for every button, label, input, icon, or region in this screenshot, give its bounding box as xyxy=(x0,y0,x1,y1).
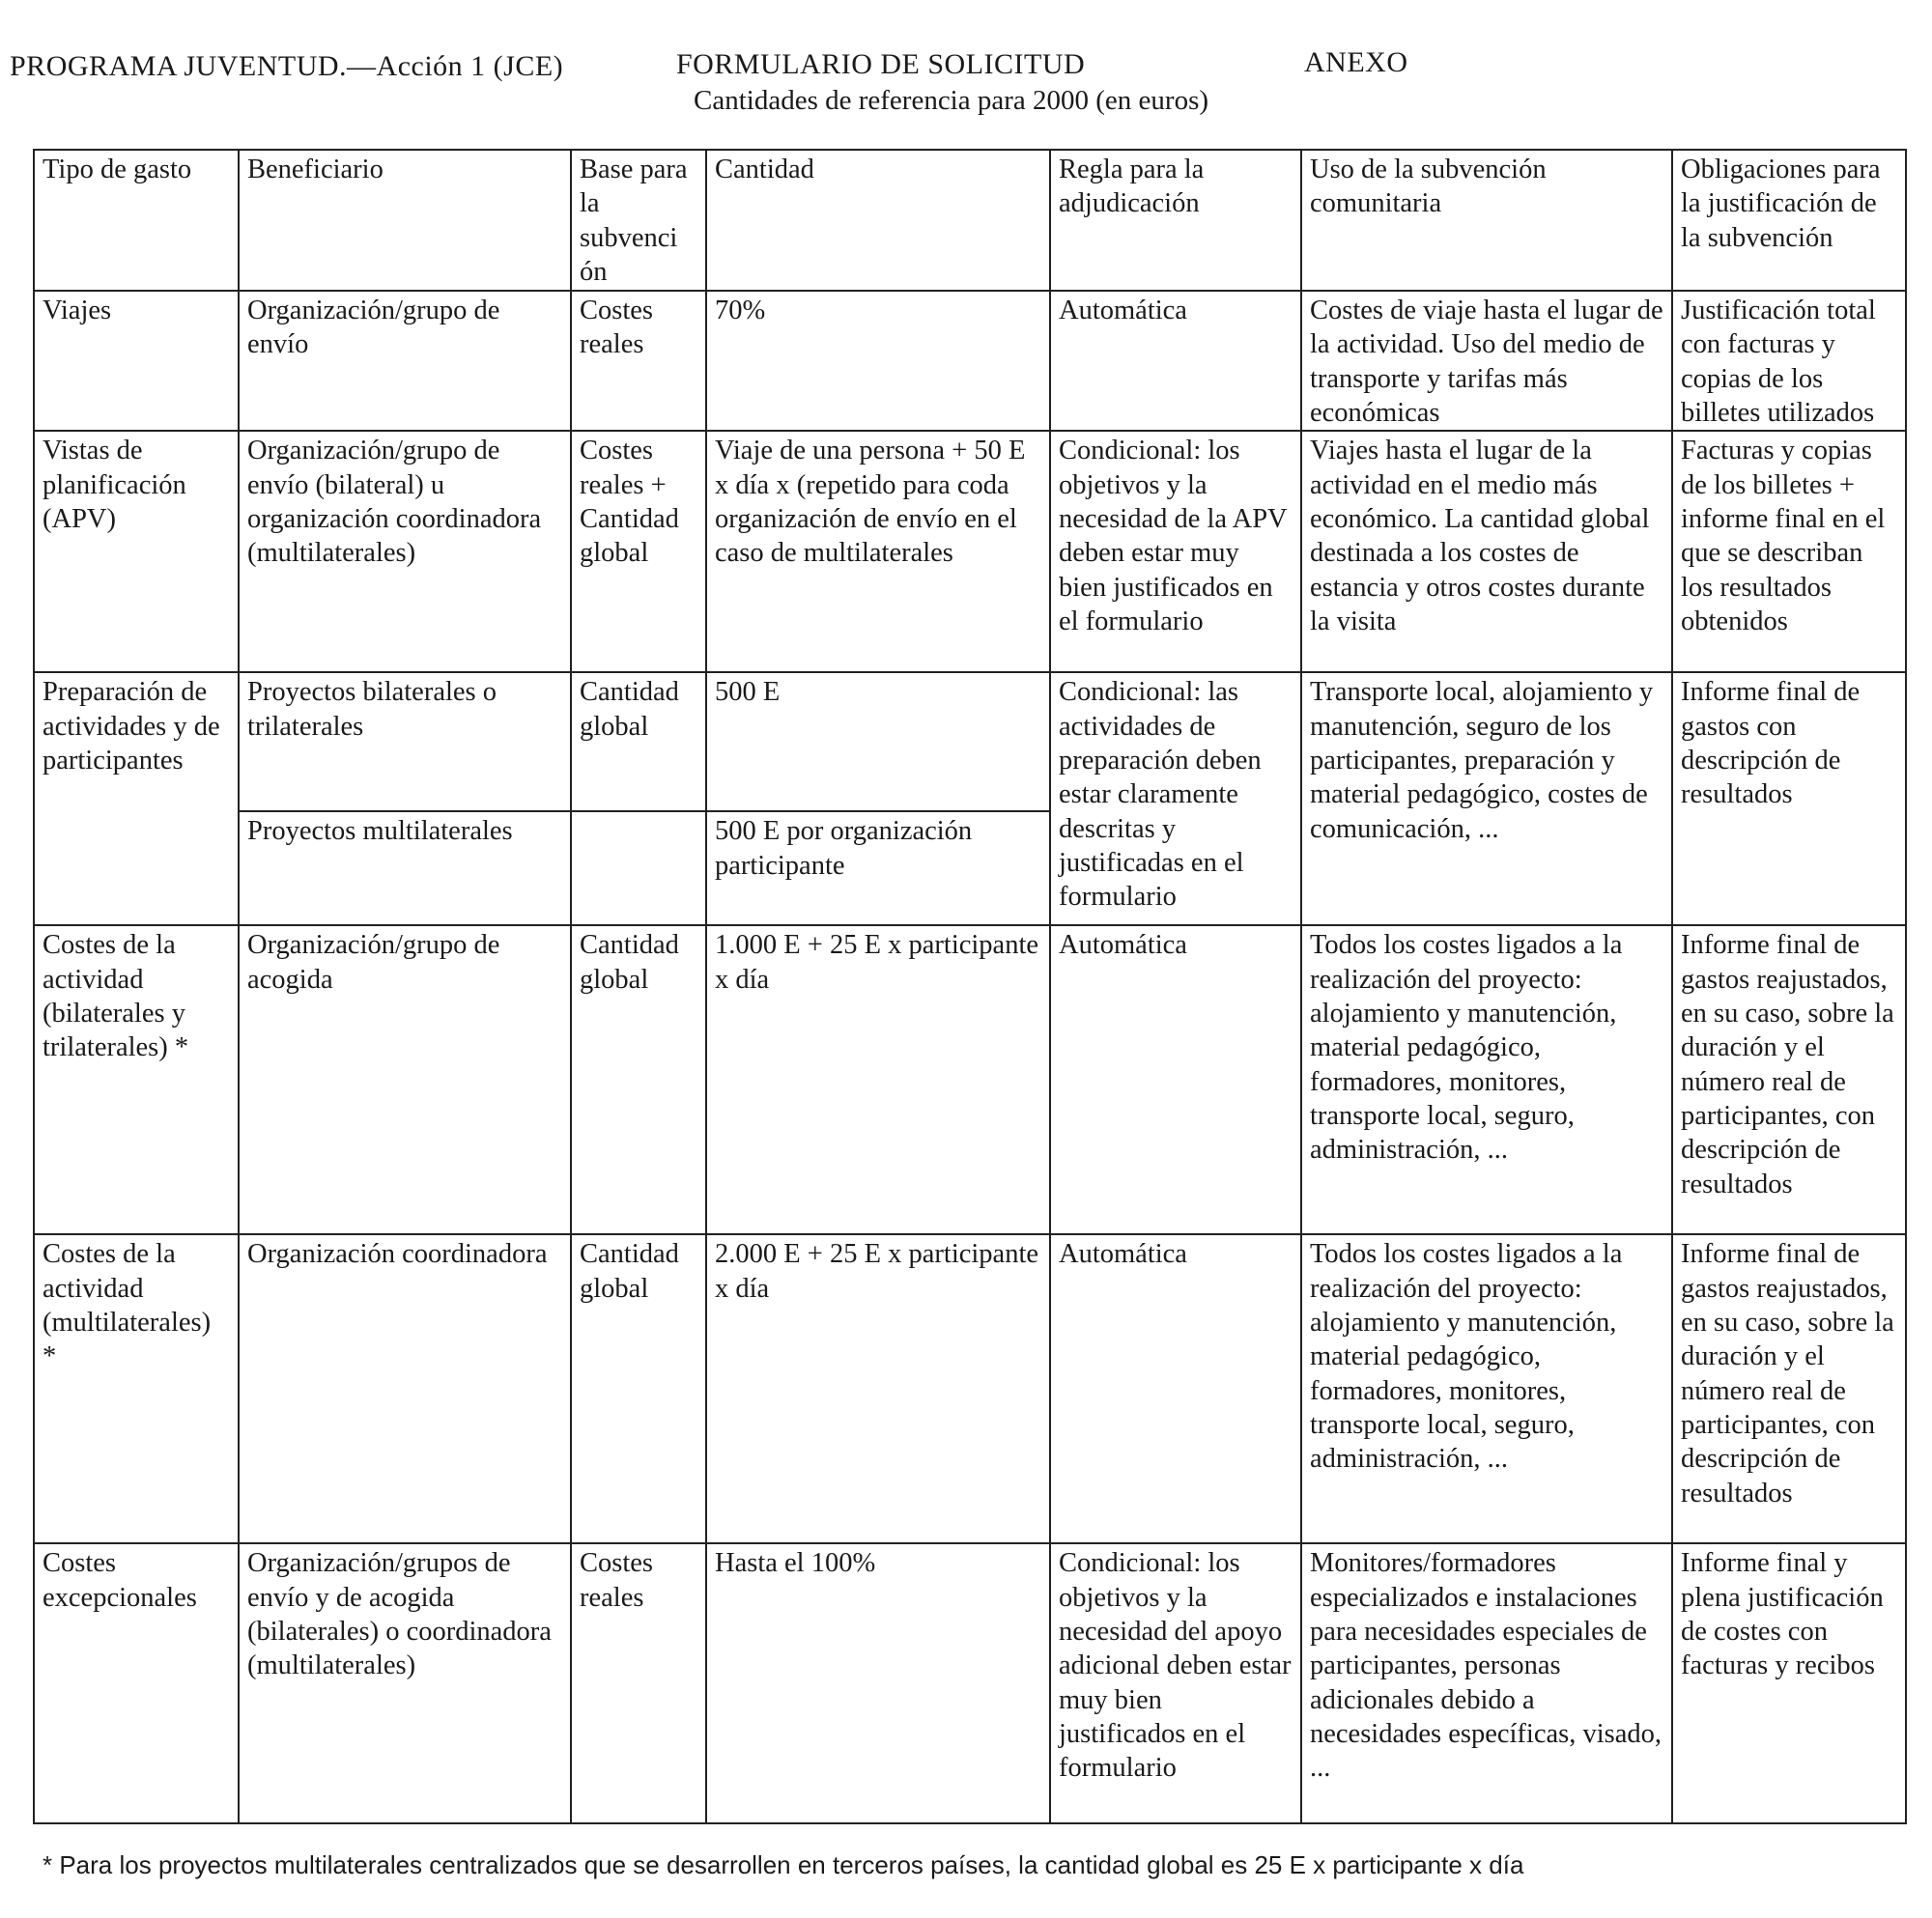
reference-amounts-table xyxy=(33,149,1907,1824)
cell-beneficiario: Organización/grupo de acogida xyxy=(239,925,571,1234)
program-title: PROGRAMA JUVENTUD.—Acción 1 (JCE) xyxy=(10,50,564,82)
cell-obligaciones: Informe final de gastos con descripción de resultados xyxy=(1672,672,1906,925)
cell-cantidad: 1.000 E + 25 E x participante x día xyxy=(706,925,1050,1234)
cell-cantidad: 500 E xyxy=(706,672,1050,811)
footnote: * Para los proyectos multilaterales centralizados que se desarrollen en terceros países, la cantidad global es 25 E x participante x día xyxy=(43,1850,1524,1879)
column-header: Cantidad xyxy=(706,150,1050,291)
cell-uso: Viajes hasta el lugar de la actividad en el medio más económico. La cantidad global destinada a los costes de estancia y otros costes durante la visita xyxy=(1301,431,1672,672)
cell-cantidad: Hasta el 100% xyxy=(706,1543,1050,1823)
annex-label: ANEXO xyxy=(1304,46,1408,78)
cell-regla: Condicional: los objetivos y la necesidad del apoyo adicional deben estar muy bien justificados en el formulario xyxy=(1050,1543,1301,1823)
cell-base: Costes reales xyxy=(571,1543,706,1823)
cell-obligaciones: Informe final de gastos reajustados, en su caso, sobre la duración y el número real de participantes, con descripción de resultados xyxy=(1672,1234,1906,1543)
cell-tipo: Costes excepcionales xyxy=(34,1543,239,1823)
column-header: Obligaciones para la justificación de la subvención xyxy=(1672,150,1906,291)
cell-obligaciones: Facturas y copias de los billetes + informe final en el que se describan los resultados obtenidos xyxy=(1672,431,1906,672)
column-header: Tipo de gasto xyxy=(34,150,239,291)
table-row-actividad-bilaterales xyxy=(34,925,1906,1234)
cell-cantidad: Viaje de una persona + 50 E x día x (repetido para coda organización de envío en el caso de multilaterales xyxy=(706,431,1050,672)
cell-regla: Condicional: los objetivos y la necesidad de la APV deben estar muy bien justificados en el formulario xyxy=(1050,431,1301,672)
cell-tipo: Viajes xyxy=(34,291,239,431)
cell-uso: Costes de viaje hasta el lugar de la actividad. Uso del medio de transporte y tarifas más económicas xyxy=(1301,291,1672,431)
cell-obligaciones: Justificación total con facturas y copias de los billetes utilizados xyxy=(1672,291,1906,431)
table-row-apv xyxy=(34,431,1906,672)
cell-beneficiario: Organización/grupo de envío (bilateral) u organización coordinadora (multilaterales) xyxy=(239,431,571,672)
cell-beneficiario: Proyectos multilaterales xyxy=(239,811,571,925)
cell-uso: Transporte local, alojamiento y manutención, seguro de los participantes, preparación y material pedagógico, costes de comunicación, ... xyxy=(1301,672,1672,925)
cell-base xyxy=(571,811,706,925)
cell-beneficiario: Organización/grupos de envío y de acogida (bilaterales) o coordinadora (multilaterales) xyxy=(239,1543,571,1823)
cell-beneficiario: Proyectos bilaterales o trilaterales xyxy=(239,672,571,811)
table-row-preparacion-a xyxy=(34,672,1906,811)
cell-tipo: Costes de la actividad (bilaterales y trilaterales) * xyxy=(34,925,239,1234)
cell-base: Cantidad global xyxy=(571,1234,706,1543)
cell-uso: Monitores/formadores especializados e instalaciones para necesidades especiales de participantes, personas adicionales debido a necesidades específicas, visado, ... xyxy=(1301,1543,1672,1823)
cell-regla: Automática xyxy=(1050,291,1301,431)
column-header: Base para la subvenci ón xyxy=(571,150,706,291)
cell-obligaciones: Informe final de gastos reajustados, en su caso, sobre la duración y el número real de participantes, con descripción de resultados xyxy=(1672,925,1906,1234)
cell-base: Cantidad global xyxy=(571,672,706,811)
cell-uso: Todos los costes ligados a la realización del proyecto: alojamiento y manutención, material pedagógico, formadores, monitores, transporte local, seguro, administración, ... xyxy=(1301,925,1672,1234)
cell-uso: Todos los costes ligados a la realización del proyecto: alojamiento y manutención, material pedagógico, formadores, monitores, transporte local, seguro, administración, ... xyxy=(1301,1234,1672,1543)
document-subtitle: Cantidades de referencia para 2000 (en euros) xyxy=(694,85,1209,116)
cell-cantidad: 70% xyxy=(706,291,1050,431)
cell-base: Costes reales xyxy=(571,291,706,431)
cell-beneficiario: Organización coordinadora xyxy=(239,1234,571,1543)
table-row-actividad-multilaterales xyxy=(34,1234,1906,1543)
column-header: Beneficiario xyxy=(239,150,571,291)
cell-cantidad: 500 E por organización participante xyxy=(706,811,1050,925)
cell-base: Cantidad global xyxy=(571,925,706,1234)
table-row-excepcionales xyxy=(34,1543,1906,1823)
cell-cantidad: 2.000 E + 25 E x participante x día xyxy=(706,1234,1050,1543)
column-header: Uso de la subvención comunitaria xyxy=(1301,150,1672,291)
table-row-viajes xyxy=(34,291,1906,431)
form-title: FORMULARIO DE SOLICITUD xyxy=(676,48,1086,80)
document-header xyxy=(0,42,1932,129)
column-header: Regla para la adjudicación xyxy=(1050,150,1301,291)
table-header-row xyxy=(34,150,1906,291)
cell-tipo: Vistas de planificación (APV) xyxy=(34,431,239,672)
cell-regla: Automática xyxy=(1050,925,1301,1234)
cell-regla: Automática xyxy=(1050,1234,1301,1543)
cell-tipo: Costes de la actividad (multilaterales) * xyxy=(34,1234,239,1543)
cell-regla: Condicional: las actividades de preparación deben estar claramente descritas y justificadas en el formulario xyxy=(1050,672,1301,925)
cell-beneficiario: Organización/grupo de envío xyxy=(239,291,571,431)
cell-base: Costes reales + Cantidad global xyxy=(571,431,706,672)
cell-obligaciones: Informe final y plena justificación de costes con facturas y recibos xyxy=(1672,1543,1906,1823)
cell-tipo: Preparación de actividades y de participantes xyxy=(34,672,239,925)
